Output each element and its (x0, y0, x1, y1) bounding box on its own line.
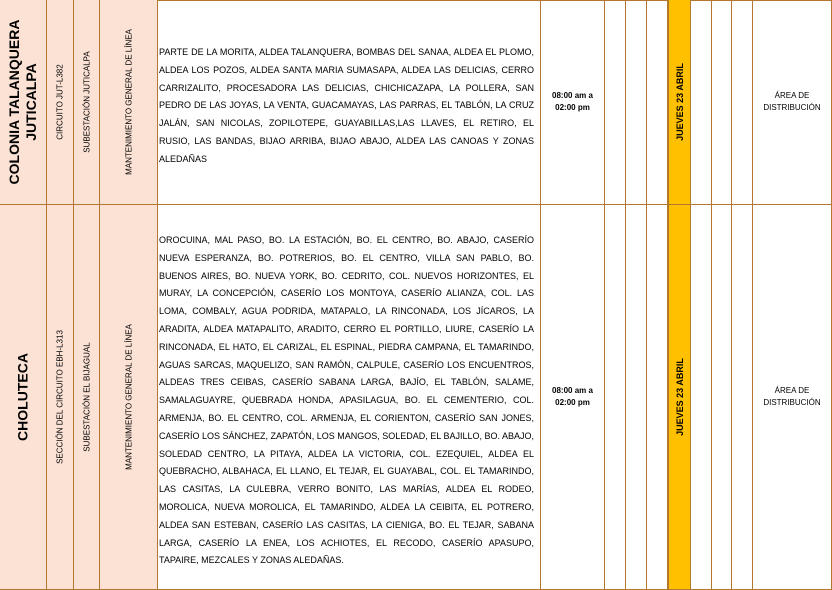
area-type-line2: DISTRIBUCIÓN (763, 103, 821, 112)
day-cell-empty (691, 205, 712, 590)
day-cell-empty (732, 205, 753, 590)
day-cell-empty (626, 205, 647, 590)
municipality-name: CHOLUTECA (14, 353, 31, 441)
time-range (541, 90, 604, 114)
day-cell-active (668, 0, 691, 205)
time-cell (541, 205, 605, 590)
work-type-label: MANTENIMIENTO GENERAL DE LÍNEA (124, 324, 133, 470)
time-end: 02:00 pm (555, 398, 590, 407)
area-type-label (753, 385, 831, 409)
municipality-name-line1: COLONIA TALANQUERA (6, 19, 22, 185)
circuit-cell (47, 0, 74, 205)
time-end: 02:00 pm (555, 103, 590, 112)
area-type-line2: DISTRIBUCIÓN (763, 398, 821, 407)
day-label: JUEVES 23 ABRIL (674, 358, 685, 436)
time-start: 08:00 am a (552, 386, 593, 395)
affected-areas-cell (158, 205, 541, 590)
affected-areas-text: OROCUINA, MAL PASO, BO. LA ESTACIÓN, BO. EL CENTRO, BO. ABAJO, CASERÍO NUEVA ESPERANZA, BO. POTRERIOS, BO. EL CENTRO, VILLA SAN PABLO, BO. BUENOS AIRES, BO. NUEVA YORK, BO. CEDRITO, COL. NUEVOS HORIZONTES, EL MURAY, LA CONCEPCIÓN, CASERÍO LOS MONTOYA, CASERÍO ALIANZA, COL. LAS LOMA, COMBALY, AGUA PODRIDA, MATAPALO, LA RINCONADA, LOS JÍCAROS, LA ARADITA, ALDEA MATAPALITO, ARADITO, CERRO EL PORTILLO, LIURE, CASERÍO LA RINCONADA, EL HATO, EL CARIZAL, EL ESPINAL, PIEDRA CAMPANA, EL TAMARINDO, AGUAS SARCAS, MAQUELIZO, SAN RAMÓN, CALPULE, CASERÍO LOS ENCUENTROS, ALDEAS TRES CEIBAS, CASERÍO SABANA LARGA, BAJÍO, EL TABLÓN, SALAME, SAMALAGUAYRE, QUEBRADA HONDA, APASILAGUA, BO. EL CEMENTERIO, COL. ARMENJA, BO. EL CENTRO, COL. ARMENJA, EL CORIENTON, CASERÍO SAN JONES, CASERÍO LOS SÁNCHEZ, ZAPATÓN, LOS MANGOS, SOLEDAD, EL BAJILLO, BO. ABAJO, SOLEDAD CENTRO, LA PITAYA, ALDEA LA VICTORIA, COL. EZEQUIEL, ALDEA EL QUEBRACHO, ALBAHACA, EL LLANO, EL TEJAR, EL GUAYABAL, COL. EL TAMARINDO, LAS CASITAS, LA CULEBRA, VERRO BONITO, LAS MARÍAS, ALDEA EL RODEO, MOROLICA, NUEVA MOROLICA, EL TAMARINDO, ALDEA LA CEIBITA, EL POTRERO, ALDEA SAN ESTEBAN, CASERÍO LAS CASITAS, LA CIENIGA, BO. EL TEJAR, SABANA LARGA, CASERÍO LA ENEA, LOS ACHIOTES, EL RECODO, CASERÍO APASUPO, TAPAIRE, MEZCALES Y ZONAS ALEDAÑAS. (159, 235, 534, 566)
day-cell-empty (626, 0, 647, 205)
substation-label: SUBESTACIÓN EL BIJAGUAL (82, 342, 91, 452)
day-cell-empty (712, 205, 732, 590)
affected-areas-text: PARTE DE LA MORITA, ALDEA TALANQUERA, BOMBAS DEL SANAA, ALDEA EL PLOMO, ALDEA LOS POZOS, ALDEA SANTA MARIA SUMASAPA, ALDEA LAS DELICIAS, CERRO CARRIZALITO, PROCESADORA LAS DELICIAS, CHICHICAZAPA, LA POLLERA, SAN PEDRO DE LAS JOYAS, LA VENTA, GUACAMAYAS, LAS PARRAS, EL TABLÓN, LA CRUZ JALÁN, SAN NICOLAS, ZOPILOTEPE, GUAYABILLAS,LAS LLAVES, EL RETIRO, EL RUSIO, LAS BANDAS, BIJAO ARRIBA, BIJAO ABAJO, ALDEA LAS CANOAS Y ZONAS ALEDAÑAS (159, 47, 534, 164)
day-cell-empty (691, 0, 712, 205)
time-range (541, 385, 604, 409)
day-cell-empty (647, 0, 668, 205)
municipality-name (6, 20, 40, 185)
day-cell-empty (605, 0, 626, 205)
area-type-line1: ÁREA DE (774, 91, 810, 100)
time-cell (541, 0, 605, 205)
day-label: JUEVES 23 ABRIL (674, 63, 685, 141)
area-type-line1: ÁREA DE (774, 386, 810, 395)
area-type-cell (753, 0, 832, 205)
day-cell-empty (647, 205, 668, 590)
area-type-label (753, 90, 831, 114)
municipality-cell (0, 0, 47, 205)
time-start: 08:00 am a (552, 91, 593, 100)
substation-label: SUBESTACIÓN JUTICALPA (82, 51, 91, 153)
work-type-cell (100, 0, 158, 205)
municipality-cell (0, 205, 47, 590)
work-type-label: MANTENIMIENTO GENERAL DE LÍNEA (124, 29, 133, 175)
day-cell-empty (732, 0, 753, 205)
substation-cell (74, 0, 100, 205)
substation-cell (74, 205, 100, 590)
circuit-label: SECCIÓN DEL CIRCUITO EBH-L313 (55, 330, 65, 464)
affected-areas-cell (158, 0, 541, 205)
municipality-name-line2: JUTICALPA (23, 63, 39, 141)
day-cell-empty (605, 205, 626, 590)
area-type-cell (753, 205, 832, 590)
work-type-cell (100, 205, 158, 590)
circuit-label: CIRCUITO JUT-L382 (55, 64, 65, 140)
day-cell-empty (712, 0, 732, 205)
day-cell-active (668, 205, 691, 590)
circuit-cell (47, 205, 74, 590)
